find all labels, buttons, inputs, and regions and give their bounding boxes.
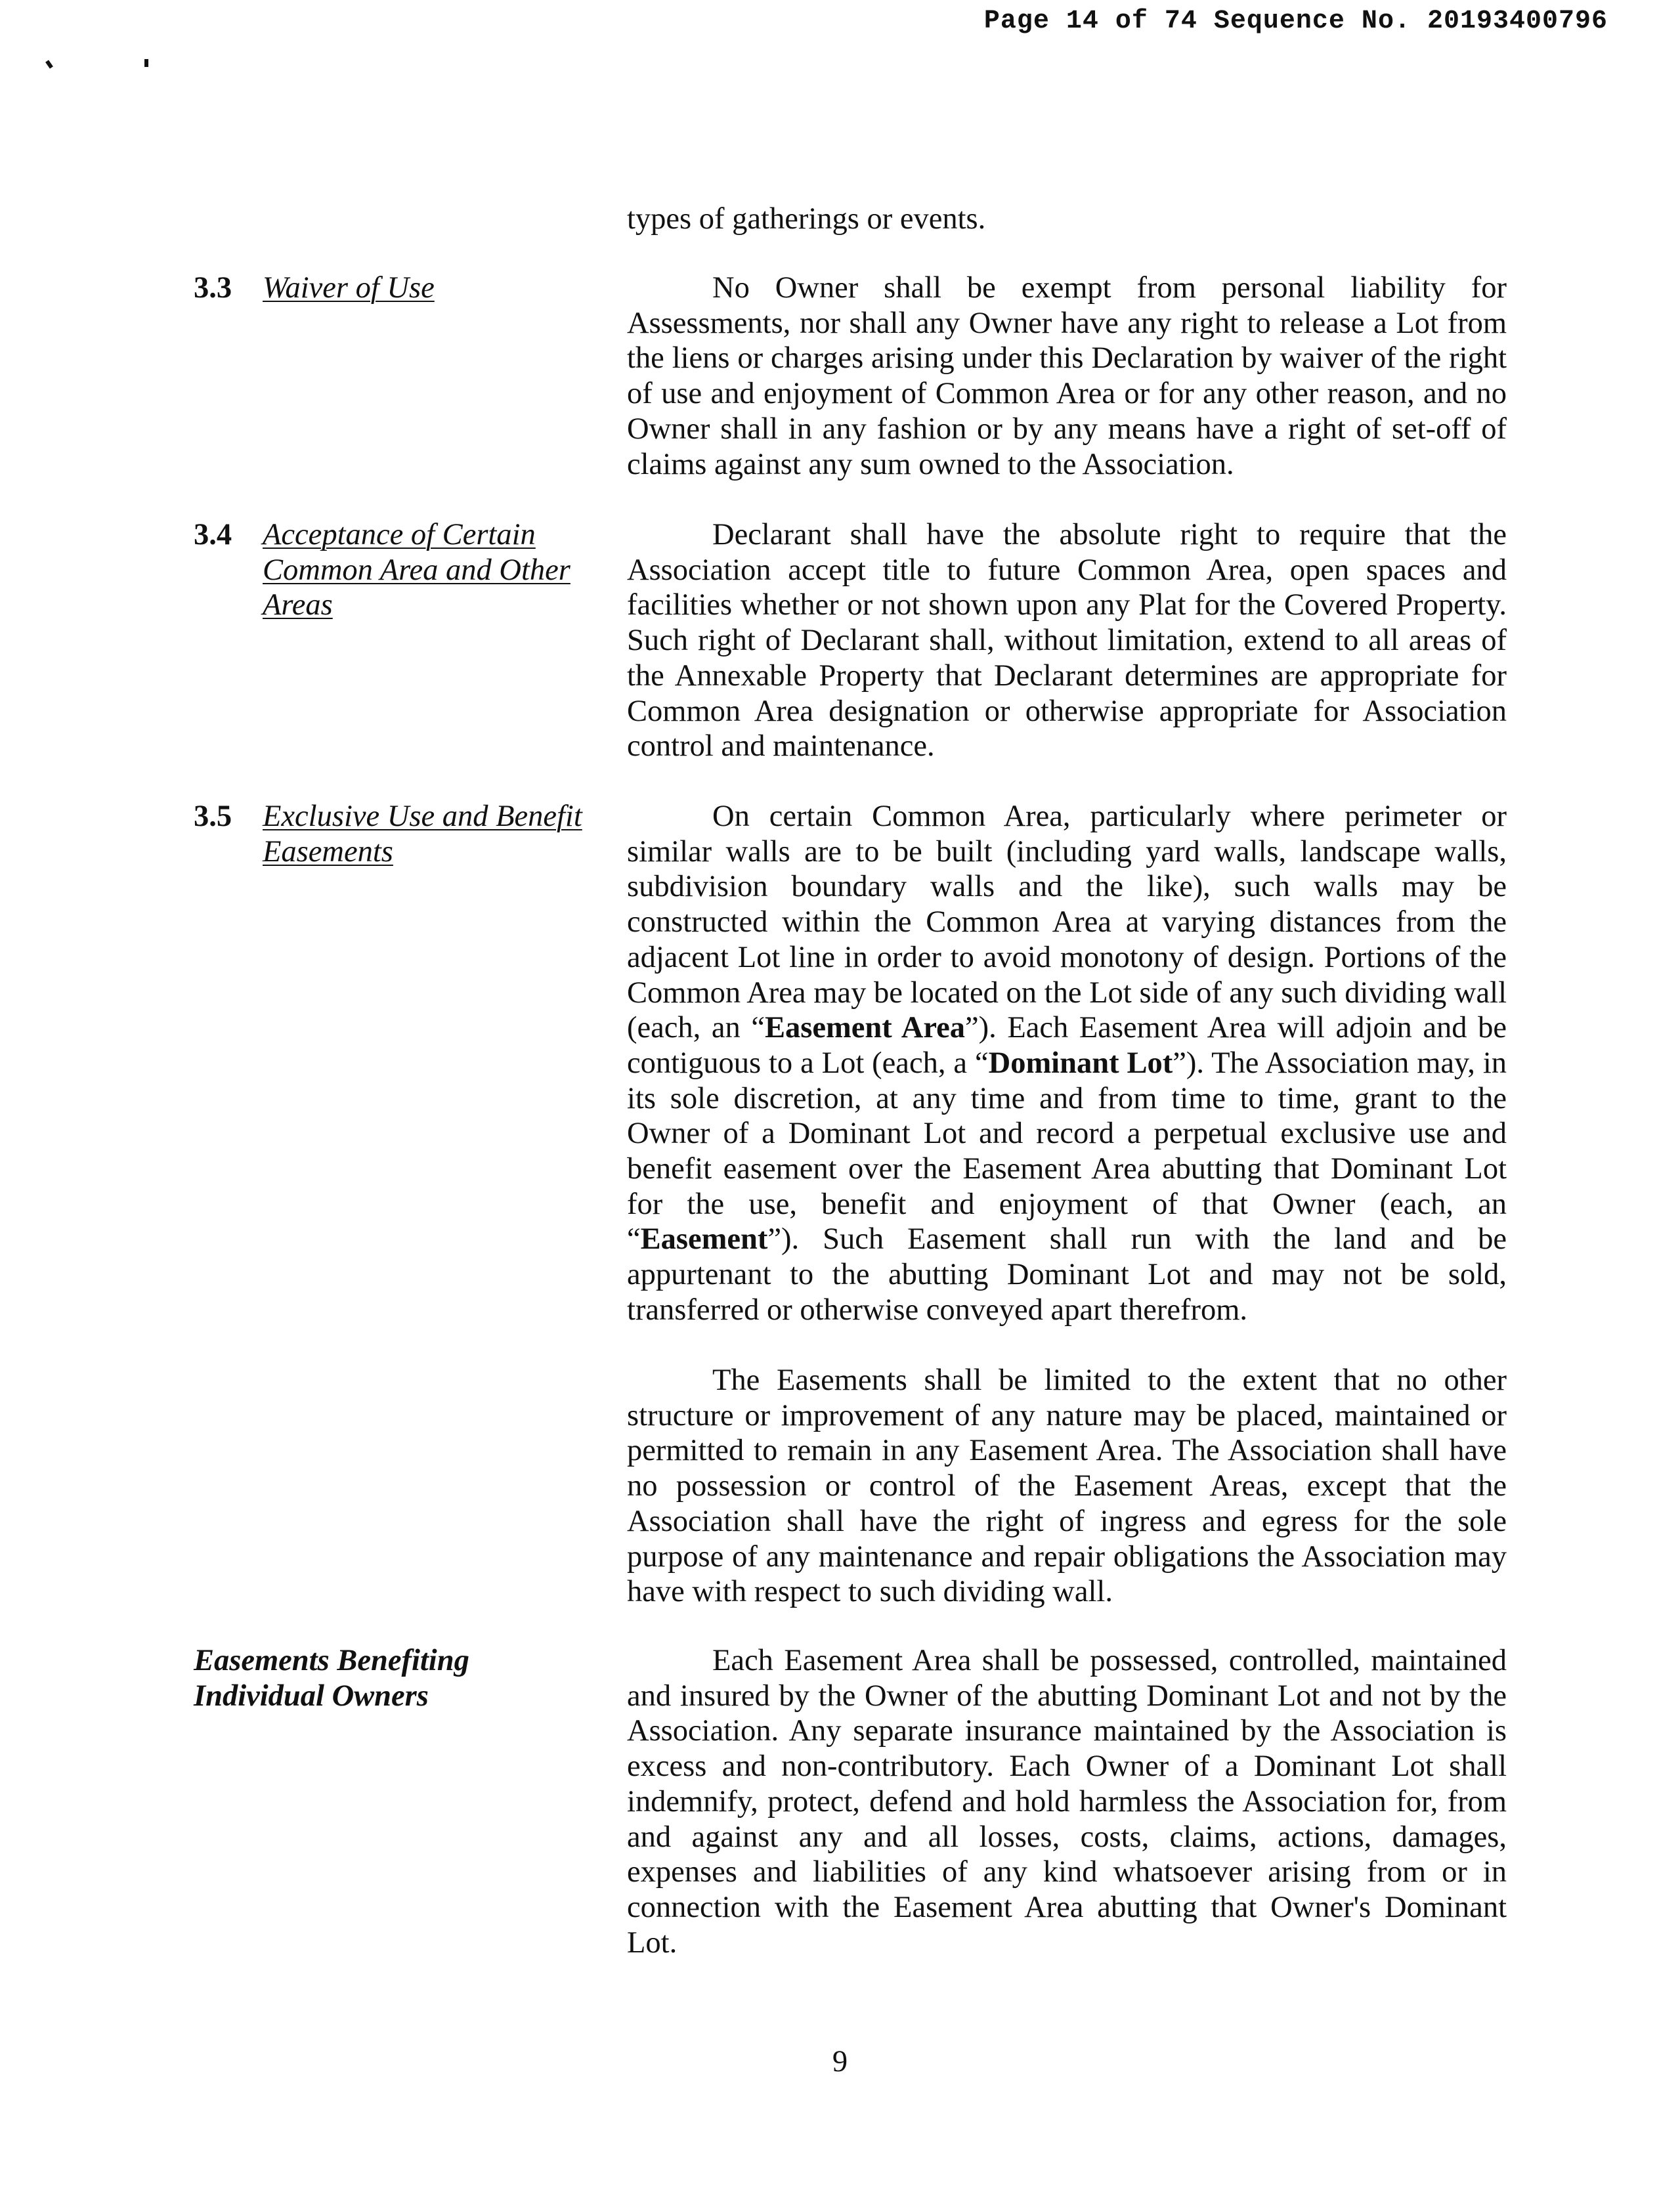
scan-mark (45, 60, 53, 68)
page-number: 9 (832, 2045, 848, 2078)
scan-mark (144, 59, 148, 67)
section-title-line: Acceptance of Certain (263, 518, 536, 551)
section-heading-3-4 (194, 517, 571, 623)
section-3-3-paragraph: No Owner shall be exempt from personal liability for Assessments, nor shall any Owner have any right to release a Lot from the liens or charges arising under this Declaration by waiver of the right of use and enjoyment of Common Area or for any other reason, and no Owner shall in any fashion or by any means have a right of set-off of claims against any sum owned to the Association. (627, 271, 1507, 481)
section-title-line: Easements (263, 834, 393, 869)
page-header: Page 14 of 74 Sequence No. 20193400796 (983, 7, 1608, 36)
section-number: 3.5 (194, 800, 232, 833)
defined-term: Easement Area (765, 1011, 966, 1045)
section-3-4-paragraph: Declarant shall have the absolute right to require that the Association accept title to future Common Area, open spaces and facilities whether or not shown upon any Plat for the Covered Property. Such right of Declarant shall, without limitation, extend to all areas of the Annexable Property that Declarant determines are appropriate for Common Area designation or otherwise appropriate for Association control and maintenance. (627, 518, 1507, 763)
section-heading-3-5 (194, 799, 582, 869)
easement-limits-paragraph: The Easements shall be limited to the extent that no other structure or improvement of any nature may be placed, maintained or permitted to remain in any Easement Area. The Association shall have no possession or control of the Easement Areas, except that the Association shall have the right of ingress and egress for the sole purpose of any maintenance and repair obligations the Association may have with respect to such dividing wall. (627, 1364, 1507, 1609)
defined-term: Easement (640, 1222, 768, 1257)
section-title-line: Common Area and Other (263, 553, 571, 587)
defined-term: Dominant Lot (988, 1046, 1173, 1080)
section-number: 3.4 (194, 518, 232, 551)
section-title-line: Exclusive Use and Benefit (263, 800, 582, 833)
section-title-line: Areas (263, 588, 333, 622)
carryover-paragraph: types of gatherings or events. (627, 202, 986, 236)
section-heading-3-3 (194, 270, 435, 306)
section-3-5-paragraph: On certain Common Area, particularly where perimeter or similar walls are to be built (including yard walls, landscape walls, subdivision boundary walls and the like), such walls may be constructed within the Common Area at varying distances from the adjacent Lot line in order to avoid monotony of design. Portions of the Common Area may be located on the Lot side of any such dividing wall (each, an “Easement Area”). Each Easement Area will adjoin and be contiguous to a Lot (each, a “Dominant Lot”). The Association may, in its sole discretion, at any time and from time to time, grant to the Owner of a Dominant Lot and record a perpetual exclusive use and benefit easement over the Easement Area abutting that Dominant Lot for the use, benefit and enjoyment of that Owner (each, an “Easement”). Such Easement shall run with the land and be appurtenant to the abutting Dominant Lot and may not be sold, transferred or otherwise conveyed apart therefrom. (627, 800, 1507, 1327)
side-heading-easements-benefiting: Easements Benefiting Individual Owners (194, 1644, 469, 1713)
easement-owner-paragraph: Each Easement Area shall be possessed, controlled, maintained and insured by the Owner of the abutting Dominant Lot and not by the Association. Any separate insurance maintained by the Association is excess and non-contributory. Each Owner of a Dominant Lot shall indemnify, protect, defend and hold harmless the Association for, from and against any and all losses, costs, claims, actions, damages, expenses and liabilities of any kind whatsoever arising from or in connection with the Easement Area abutting that Owner's Dominant Lot. (627, 1644, 1507, 1960)
section-number: 3.3 (194, 271, 232, 305)
section-title: Waiver of Use (263, 271, 435, 305)
